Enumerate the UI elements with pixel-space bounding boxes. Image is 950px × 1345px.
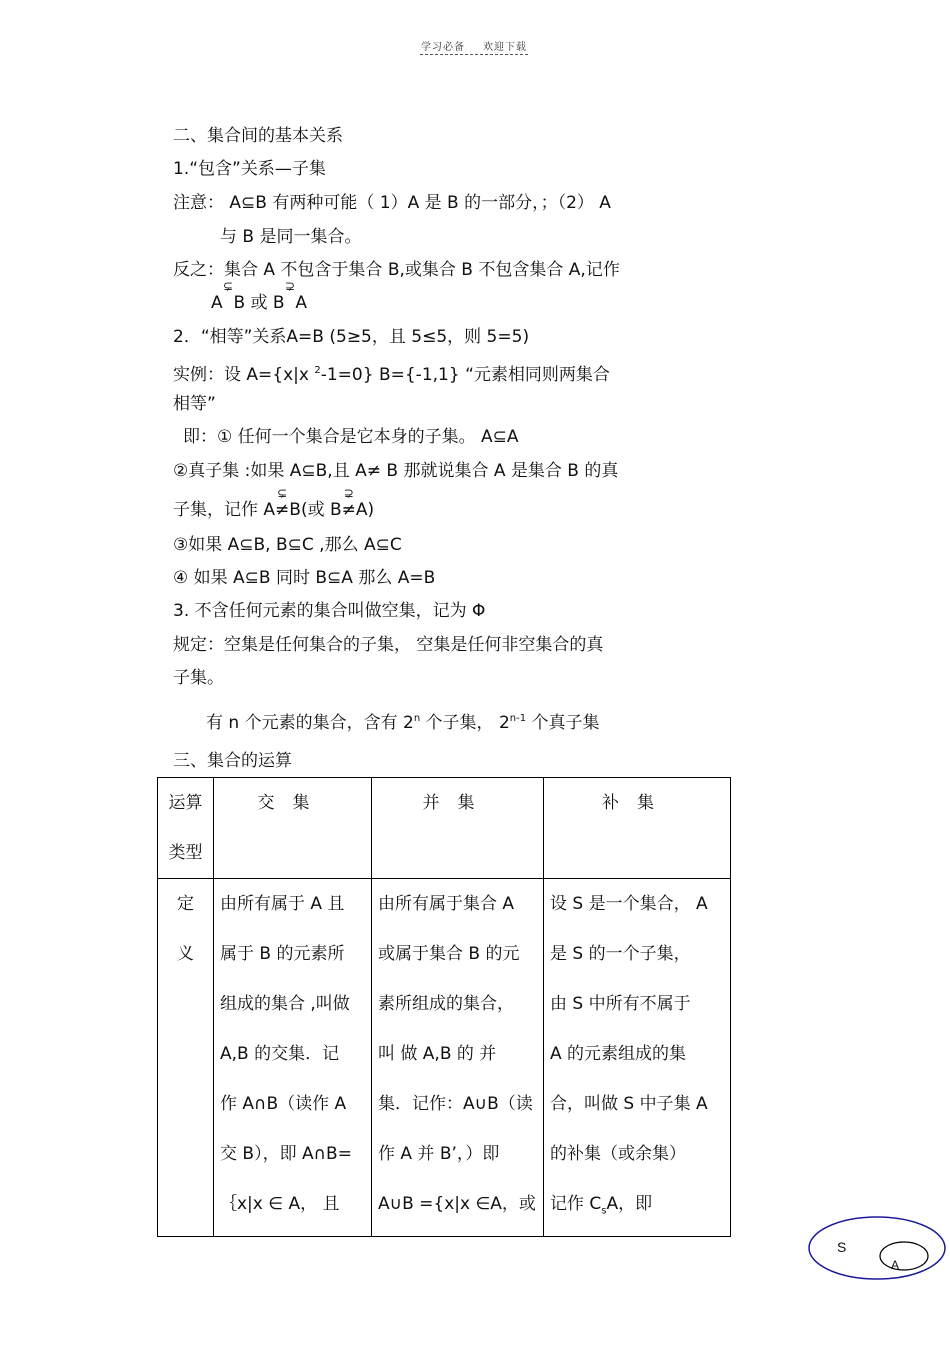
operations-table [157,777,731,1237]
header-cell-type: 运算 类型 [158,778,214,879]
property-1: 即：① 任何一个集合是它本身的子集。 A⊆A [183,427,519,447]
note-line: 注意： A⊆B 有两种可能（ 1）A 是 B 的一部分，；（2） A [173,193,611,213]
venn-diagram [807,1215,947,1281]
venn-inner-set [880,1242,928,1270]
venn-label-s: S [837,1239,847,1255]
header-cell-union: 并集 [372,778,544,879]
property-2: ②真子集 :如果 A⊆B,且 A≠ B 那就说集合 A 是集合 B 的真 [173,461,619,481]
complement-definition-cell: 设 S 是一个集合， A 是 S 的一个子集， 由 S 中所有不属于 A 的元素组成的集 合，叫做 S 中子集 A 的补集（或余集） 记作 $C_sA$，即 [544,879,731,1237]
header-left: 学习必备 [421,42,465,53]
example-line: 实例：设 A={x|x $^2$-1=0} B={-1,1} “元素相同则两集合 [173,365,610,385]
property-4: ④ 如果 A⊆B 同时 B⊆A 那么 A=B [173,568,436,588]
converse-notation: A ⊊ B 或 B ⊋ A [211,279,308,313]
subset-count-line: 有 n 个元素的集合，含有 2$^n$ 个子集， 2$^{n-1}$ 个真子集 [206,713,600,733]
note-line-2: 与 B 是同一集合。 [220,227,362,247]
union-definition-cell: 由所有属于集合 A 或属于集合 B 的元 素所组成的集合， 叫 做 A,B 的 并 集．记作：A∪B（读 作 A 并 B’，）即 A∪B ={x|x ∈A，或 [372,879,544,1237]
subsection-subset: 1.“包含”关系—子集 [173,159,326,179]
section-title-operations: 三、集合的运算 [173,751,292,771]
example-line-2: 相等” [173,394,216,414]
intersection-definition-cell: 由所有属于 A 且 属于 B 的元素所 组成的集合 ,叫做 A,B 的交集．记 作 A∩B（读作 A 交 B），即 A∩B= ｛x|x ∈ A， 且 [214,879,372,1237]
subsection-empty-set: 3. 不含任何元素的集合叫做空集，记为 Φ [173,601,486,621]
rule-line-2: 子集。 [173,668,224,688]
venn-label-a: A [891,1258,900,1272]
subsection-equal: 2．“相等”关系A=B (5≥5，且 5≤5，则 5=5) [173,327,530,347]
table-header-row [158,778,731,879]
table-row-definition [158,879,731,1237]
header-cell-intersection: 交集 [214,778,372,879]
header-right: 欢迎下载 [483,42,527,53]
property-3: ③如果 A⊆B, B⊆C ,那么 A⊆C [173,535,402,555]
property-2-notation: 子集，记作 A ⊊ ≠B(或 B ⊋ ≠A) [173,486,375,520]
rule-line: 规定：空集是任何集合的子集， 空集是任何非空集合的真 [173,635,604,655]
header-cell-complement: 补集 [544,778,731,879]
page-header [420,38,528,53]
section-title-relations: 二、集合间的基本关系 [173,126,343,146]
converse-line: 反之：集合 A 不包含于集合 B,或集合 B 不包含集合 A,记作 [173,260,620,280]
header-rule [420,54,528,55]
definition-label-cell: 定 义 [158,879,214,1237]
